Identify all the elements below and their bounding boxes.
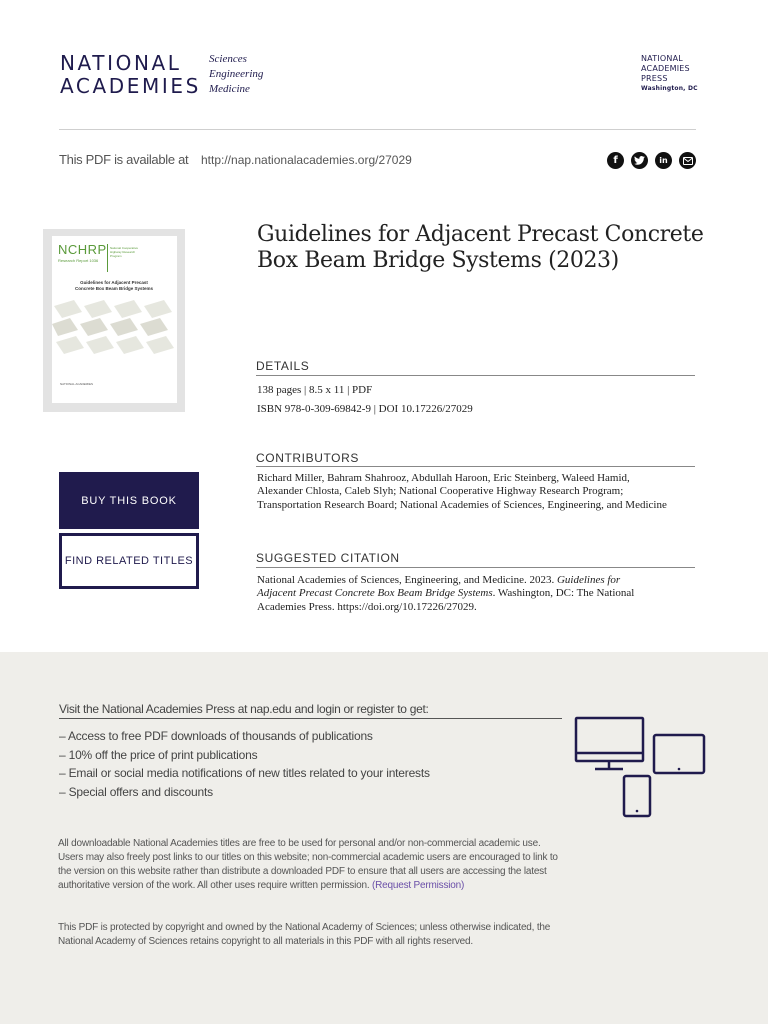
nap-press-logo[interactable] xyxy=(641,54,698,94)
visit-nap-text: Visit the National Academies Press at nap.edu and login or register to get: xyxy=(59,702,429,716)
logo-sub-engineering: Engineering xyxy=(209,68,264,80)
cover-pattern xyxy=(52,298,177,368)
facebook-icon[interactable]: f xyxy=(607,152,624,169)
benefit-item: – Access to free PDF downloads of thousands of publications xyxy=(59,729,373,743)
twitter-icon[interactable] xyxy=(631,152,648,169)
linkedin-icon[interactable]: in xyxy=(655,152,672,169)
devices-icon xyxy=(573,716,708,818)
usage-terms-text: All downloadable National Academies titles are free to be used for personal and/or non-commercial academic use. Users may also freely post links to our titles on this website; non-commercial academic users are encouraged to link to the version on this website rather than distribute a downloaded PDF to ensure that all users are accessing the latest authoritative version of the work. All other uses require written permission. xyxy=(58,838,558,891)
contributors-text: Richard Miller, Bahram Shahrooz, Abdullah Haroon, Eric Steinberg, Waleed Hamid, Alexander Chlosta, Caleb Slyh; National Cooperative Highway Research Program; Transportation Research Board; National Academies of Sciences, Engineering, and Medicine xyxy=(257,472,667,511)
cover-series: NCHRP xyxy=(58,242,107,257)
book-title: Guidelines for Adjacent Precast Concrete Box Beam Bridge Systems (2023) xyxy=(257,222,704,273)
details-divider xyxy=(256,375,695,376)
usage-terms xyxy=(58,837,563,893)
cover-report-number: Research Report 1036 xyxy=(58,258,99,263)
email-icon[interactable] xyxy=(679,152,696,169)
benefit-item: – Email or social media notifications of new titles related to your interests xyxy=(59,766,430,780)
press-line-1: NATIONAL xyxy=(641,54,683,63)
cover-divider xyxy=(107,244,108,272)
cover-footer: NATIONAL ACADEMIES xyxy=(60,382,94,386)
cover-program: National Cooperative Highway Research Program xyxy=(110,246,139,258)
find-related-titles-button[interactable] xyxy=(59,533,199,589)
benefit-item: – 10% off the price of print publications xyxy=(59,747,258,762)
citation-prefix: National Academies of Sciences, Engineering, and Medicine. 2023. xyxy=(257,574,557,586)
find-related-titles-label: FIND RELATED TITLES xyxy=(62,536,196,586)
citation-text xyxy=(257,574,657,614)
details-isbn-doi: ISBN 978-0-309-69842-9 | DOI 10.17226/27029 xyxy=(257,403,473,416)
request-permission-link[interactable]: (Request Permission) xyxy=(372,880,465,891)
citation-heading: SUGGESTED CITATION xyxy=(256,551,400,565)
citation-divider xyxy=(256,567,695,568)
logo-line-1: NATIONAL xyxy=(60,51,182,75)
availability-url-link[interactable]: http://nap.nationalacademies.org/27029 xyxy=(201,153,412,167)
logo-line-2: ACADEMIES xyxy=(60,74,201,98)
press-line-2: ACADEMIES xyxy=(641,64,690,73)
social-share-bar xyxy=(607,152,696,169)
national-academies-logo[interactable] xyxy=(60,52,201,98)
logo-sub-medicine: Medicine xyxy=(209,83,250,95)
header-divider xyxy=(59,129,696,130)
book-cover-image[interactable] xyxy=(52,236,177,403)
copyright-notice: This PDF is protected by copyright and owned by the National Academy of Sciences; unless otherwise indicated, the National Academy of Sciences retains copyright to all materials in this PDF with all rights reserved. xyxy=(58,922,551,947)
details-heading: DETAILS xyxy=(256,359,310,373)
visit-divider xyxy=(59,718,562,719)
details-body xyxy=(257,384,677,417)
benefit-item: – Special offers and discounts xyxy=(59,784,213,799)
benefits-list xyxy=(59,727,430,801)
contributors-heading: CONTRIBUTORS xyxy=(256,451,359,465)
availability-label: This PDF is available at xyxy=(59,152,189,167)
press-place: Washington, DC xyxy=(641,85,698,92)
cover-title: Guidelines for Adjacent Precast Concrete Box Beam Bridge Systems xyxy=(74,280,154,291)
buy-this-book-button[interactable]: BUY THIS BOOK xyxy=(59,472,199,529)
details-pages: 138 pages | 8.5 x 11 | PDF xyxy=(257,384,373,396)
press-line-3: PRESS xyxy=(641,74,668,83)
logo-sub-sciences: Sciences xyxy=(209,53,247,65)
citation-title: Guidelines for Adjacent Precast Concrete Box Beam Bridge Systems xyxy=(257,574,621,600)
contributors-divider xyxy=(256,466,695,467)
logo-subtitle xyxy=(209,52,263,97)
citation-suffix: . Washington, DC: The National Academies Press. https://doi.org/10.17226/27029. xyxy=(257,587,635,613)
